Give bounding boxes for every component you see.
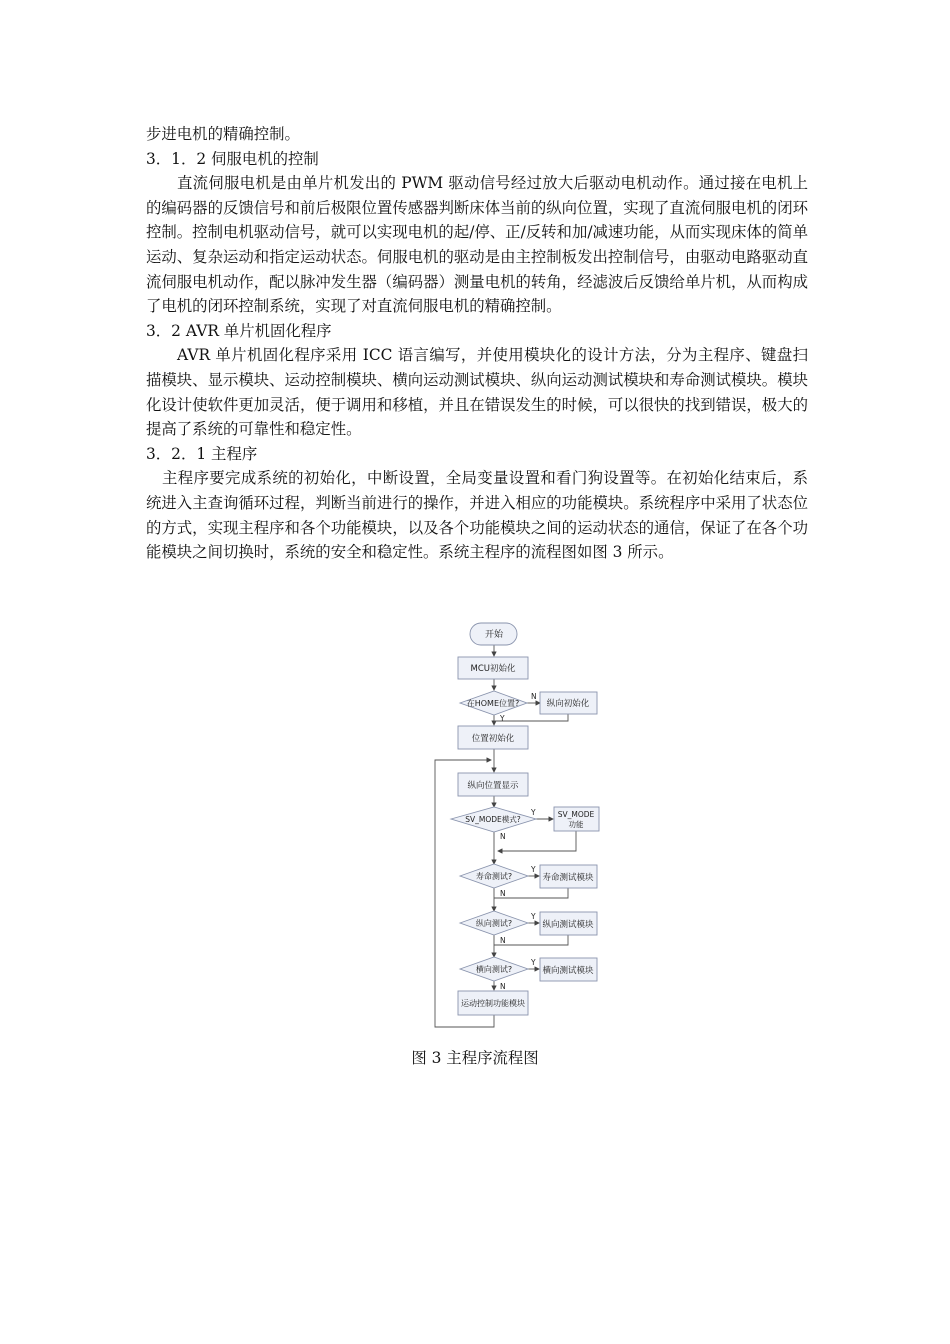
- flowchart-position-init: [458, 726, 528, 749]
- figure-caption: 图 3 主程序流程图: [411, 1049, 539, 1067]
- sv-mode-yes-label: Y: [531, 808, 536, 817]
- flowchart-life-module: [540, 865, 597, 888]
- section-heading-3-1-2: 3．1．2 伺服电机的控制: [146, 149, 319, 168]
- vertical-module-label: 纵向测试模块: [542, 920, 594, 930]
- main-program-flowchart: [420, 618, 620, 1038]
- horizontal-no-label: N: [500, 982, 506, 991]
- horizontal-check-label: 横向测试?: [475, 965, 513, 974]
- life-yes-label: Y: [531, 865, 536, 874]
- flowchart-life-check: [460, 864, 528, 888]
- home-check-label: 在HOME位置?: [466, 699, 520, 708]
- flowchart-horizontal-check: [460, 957, 528, 981]
- home-no-label: N: [531, 692, 537, 701]
- flowchart-home-check: [460, 691, 527, 715]
- paragraph-main-program: 主程序要完成系统的初始化，中断设置，全局变量设置和看门狗设置等。在初始化结束后，系统进入主查询循环过程，判断当前进行的操作，并进入相应的功能模块。系统程序中采用了状态位的方式，实现主程序和各个功能模块，以及各个功能模块之间的运动状态的通信，保证了在各个功能模块之间切换时，系统的安全和稳定性。系统主程序的流程图如图 3 所示。: [146, 469, 808, 562]
- horizontal-module-label: 横向测试模块: [542, 966, 594, 976]
- life-module-label: 寿命测试模块: [542, 873, 594, 883]
- document-body: [146, 122, 808, 565]
- vertical-no-label: N: [500, 936, 506, 945]
- flowchart-vertical-display: [458, 773, 528, 796]
- start-label: 开始: [484, 630, 504, 640]
- sv-mode-no-label: N: [500, 832, 506, 841]
- flowchart-start-node: [470, 623, 517, 645]
- home-yes-label: Y: [500, 714, 505, 723]
- vertical-check-label: 纵向测试?: [475, 919, 513, 928]
- flowchart-mcu-init: [458, 657, 528, 679]
- vertical-display-label: 纵向位置显示: [467, 781, 519, 791]
- mcu-init-label: MCU初始化: [470, 664, 516, 674]
- paragraph-servo-motor: 直流伺服电机是由单片机发出的 PWM 驱动信号经过放大后驱动电机动作。通过接在电机上的编码器的反馈信号和前后极限位置传感器判断床体当前的纵向位置，实现了直流伺服电机的闭环控制。控制电机驱动信号，就可以实现电机的起/停、正/反转和加/减速功能，从而实现床体的简单运动、复杂运动和指定运动状态。伺服电机的驱动是由主控制板发出控制信号，由驱动电路驱动直流伺服电机动作，配以脉冲发生器（编码器）测量电机的转角，经滤波后反馈给单片机，从而构成了电机的闭环控制系统，实现了对直流伺服电机的精确控制。: [146, 174, 808, 316]
- vertical-init-label: 纵向初始化: [546, 699, 590, 709]
- vertical-yes-label: Y: [531, 912, 536, 921]
- flowchart-horizontal-module: [540, 958, 597, 981]
- paragraph-continuation: 步进电机的精确控制。: [146, 125, 300, 143]
- motion-module-label: 运动控制功能模块: [461, 999, 525, 1008]
- section-heading-3-2-1: 3．2．1 主程序: [146, 444, 258, 463]
- flowchart-sv-mode-function: [554, 807, 599, 831]
- flowchart-sv-mode-check: [451, 807, 536, 832]
- flowchart-vertical-check: [460, 911, 528, 935]
- sv-mode-function-line1: SV_MODE: [557, 810, 595, 819]
- position-init-label: 位置初始化: [471, 734, 515, 744]
- life-check-label: 寿命测试?: [475, 872, 513, 881]
- sv-mode-function-line2: 功能: [568, 820, 584, 829]
- horizontal-yes-label: Y: [531, 958, 536, 967]
- flowchart-motion-module: [458, 991, 528, 1015]
- flowchart-vertical-init: [540, 692, 597, 714]
- flowchart-vertical-module: [540, 912, 597, 935]
- life-no-label: N: [500, 889, 506, 898]
- section-heading-3-2: 3．2 AVR 单片机固化程序: [146, 321, 332, 340]
- sv-mode-check-label: SV_MODE模式?: [465, 815, 521, 824]
- paragraph-avr-firmware: AVR 单片机固化程序采用 ICC 语言编写，并使用模块化的设计方法，分为主程序、键盘扫描模块、显示模块、运动控制模块、横向运动测试模块、纵向运动测试模块和寿命测试模块。模块化设计使软件更加灵活，便于调用和移植，并且在错误发生的时候，可以很快的找到错误，极大的提高了系统的可靠性和稳定性。: [146, 346, 808, 439]
